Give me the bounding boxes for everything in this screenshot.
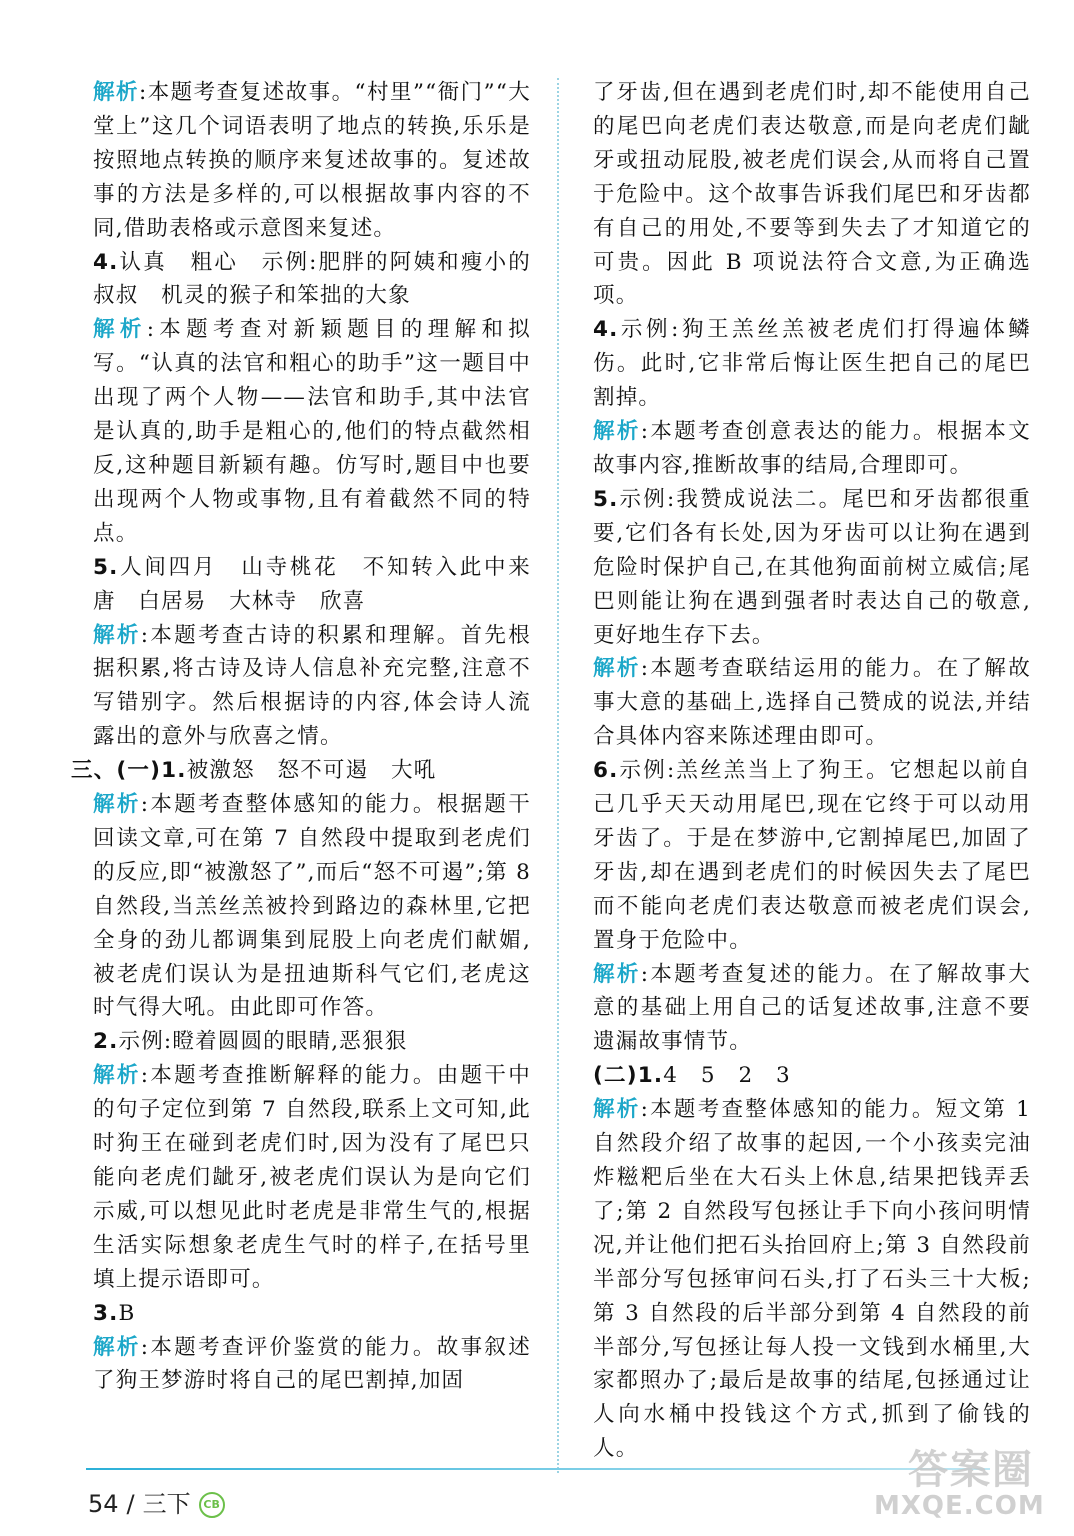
edition-badge-icon: CB bbox=[199, 1492, 225, 1518]
question-number: 5. bbox=[593, 486, 619, 512]
question-number: 5. bbox=[93, 554, 119, 580]
answer-paragraph bbox=[593, 313, 1031, 415]
paragraph-text: :本题考查整体感知的能力。短文第 1 自然段介绍了故事的起因,一个小孩卖完油炸糍粑后坐在大石头上休息,结果把钱弄丢了;第 2 自然段写包拯让手下向小孩问明情况,并让他们把石头抬回府上;第 3 自然段前半部分写包拯审问石头,打了石头三十大板;第 3 自然段的后半部分到第 4 自然段的前半部分,写包拯让每人投一文钱到水桶里,大家都照办了;最后是故事的结尾,包拯通过让人向水桶中投钱这个方式,抓到了偷钱的人。 bbox=[593, 1097, 1032, 1462]
answer-paragraph bbox=[93, 246, 531, 314]
paragraph-text: 人间四月 山寺桃花 不知转入此中来 唐 白居易 大林寺 欣喜 bbox=[93, 554, 554, 614]
analysis-label: 解析 bbox=[593, 419, 641, 445]
paragraph-text: :本题考查对新颖题目的理解和拟写。“认真的法官和粗心的助手”这一题目中出现了两个人物——法官和助手,其中法官是认真的,助手是粗心的,他们的特点截然相反,这种题目新颖有趣。仿写时,题目中也要出现两个人物或事物,且有着截然不同的特点。 bbox=[93, 317, 531, 546]
right-column bbox=[593, 76, 1031, 1466]
section-answer-paragraph bbox=[593, 1059, 1031, 1093]
analysis-paragraph bbox=[593, 652, 1031, 754]
analysis-paragraph bbox=[93, 619, 531, 755]
column-divider bbox=[557, 78, 559, 1473]
answer-paragraph bbox=[93, 1297, 531, 1331]
analysis-paragraph bbox=[593, 1093, 1031, 1466]
paragraph-text: :本题考查联结运用的能力。在了解故事大意的基础上,选择自己赞成的说法,并结合具体内容来陈述理由即可。 bbox=[593, 656, 1031, 750]
paragraph-text: :本题考查整体感知的能力。根据题干回读文章,可在第 7 自然段中提取到老虎们的反应,即“被激怒了”,而后“怒不可遏”;第 8 自然段,当羔丝羔被拎到路边的森林里,它把全身的劲儿都调集到屁股上向老虎们献媚,被老虎们误认为是扭迪斯科气它们,老虎这时气得大吼。由此即可作答。 bbox=[93, 792, 531, 1021]
paragraph-text: 4 5 2 3 bbox=[663, 1063, 791, 1089]
watermark-url: MXQE.COM bbox=[874, 1491, 1045, 1521]
grade-label: 三下 bbox=[142, 1490, 191, 1518]
section-answer-paragraph bbox=[71, 754, 531, 788]
analysis-label: 解析 bbox=[93, 1063, 141, 1089]
question-number: 4. bbox=[593, 317, 619, 343]
paragraph-text: 示例:羔丝羔当上了狗王。它想起以前自己几乎天天动用尾巴,现在它终于可以动用牙齿了。于是在梦游中,它割掉尾巴,加固了牙齿,却在遇到老虎们的时候因失去了尾巴而不能向老虎们表达敬意而被老虎们误会,置身于危险中。 bbox=[593, 758, 1031, 953]
paragraph-text: :本题考查复述的能力。在了解故事大意的基础上用自己的话复述故事,注意不要遗漏故事情节。 bbox=[593, 961, 1031, 1055]
footer-rule bbox=[86, 1468, 990, 1470]
analysis-paragraph bbox=[93, 1331, 531, 1399]
answer-paragraph bbox=[593, 754, 1031, 957]
analysis-label: 解析 bbox=[93, 622, 141, 648]
paragraph-text: 认真 粗心 示例:肥胖的阿姨和瘦小的叔叔 机灵的猴子和笨拙的大象 bbox=[93, 249, 531, 309]
answer-paragraph bbox=[93, 551, 554, 619]
paragraph-text: :本题考查古诗的积累和理解。首先根据积累,将古诗及诗人信息补充完整,注意不写错别字。然后根据诗的内容,体会诗人流露出的意外与欣喜之情。 bbox=[93, 622, 531, 750]
answer-paragraph bbox=[93, 1025, 531, 1059]
analysis-paragraph bbox=[593, 958, 1031, 1060]
continued-paragraph bbox=[593, 76, 1031, 313]
section-heading: (二)1. bbox=[593, 1063, 664, 1089]
paragraph-text: :本题考查评价鉴赏的能力。故事叙述了狗王梦游时将自己的尾巴割掉,加固 bbox=[93, 1334, 531, 1394]
question-number: 3. bbox=[93, 1300, 119, 1326]
analysis-paragraph bbox=[593, 415, 1031, 483]
analysis-label: 解析 bbox=[93, 317, 147, 343]
footer bbox=[88, 1484, 225, 1519]
left-column bbox=[71, 76, 554, 1398]
analysis-paragraph bbox=[93, 788, 531, 1025]
analysis-paragraph bbox=[93, 76, 531, 246]
paragraph-text: :本题考查创意表达的能力。根据本文故事内容,推断故事的结局,合理即可。 bbox=[593, 419, 1031, 478]
footer-slash: / bbox=[126, 1490, 135, 1518]
paragraph-text: 了牙齿,但在遇到老虎们时,却不能使用自己的尾巴向老虎们表达敬意,而是向老虎们龇牙或扭动屁股,被老虎们误会,从而将自己置于危险中。这个故事告诉我们尾巴和牙齿都有自己的用处,不要等到失去了才知道它的可贵。因此 B 项说法符合文意,为正确选项。 bbox=[593, 80, 1031, 309]
paragraph-text: B bbox=[118, 1300, 136, 1326]
analysis-label: 解析 bbox=[593, 656, 641, 682]
section-heading: 三、(一)1. bbox=[71, 758, 187, 784]
question-number: 2. bbox=[93, 1029, 119, 1055]
paragraph-text: 示例:瞪着圆圆的眼睛,恶狠狠 bbox=[118, 1029, 408, 1055]
analysis-label: 解析 bbox=[93, 792, 141, 818]
paragraph-text: :本题考查推断解释的能力。由题干中的句子定位到第 7 自然段,联系上文可知,此时狗王在碰到老虎们时,因为没有了尾巴只能向老虎们龇牙,被老虎们误认为是向它们示威,可以想见此时老虎是非常生气的,根据生活实际想象老虎生气时的样子,在括号里填上提示语即可。 bbox=[93, 1063, 531, 1292]
analysis-label: 解析 bbox=[593, 961, 641, 987]
question-number: 4. bbox=[93, 249, 119, 275]
analysis-paragraph bbox=[93, 1059, 531, 1296]
analysis-paragraph bbox=[93, 313, 531, 550]
watermark-title: 答案圈 bbox=[908, 1447, 1034, 1493]
analysis-label: 解析 bbox=[93, 80, 139, 105]
paragraph-text: 被激怒 怒不可遏 大吼 bbox=[186, 758, 437, 784]
paragraph-text: 示例:我赞成说法二。尾巴和牙齿都很重要,它们各有长处,因为牙齿可以让狗在遇到危险时保护自己,在其他狗面前树立威信;尾巴则能让狗在遇到强者时表达自己的敬意,更好地生存下去。 bbox=[593, 486, 1031, 648]
analysis-label: 解析 bbox=[93, 1334, 141, 1360]
paragraph-text: :本题考查复述故事。“村里”“衙门”“大堂上”这几个词语表明了地点的转换,乐乐是按照地点转换的顺序来复述故事的。复述故事的方法是多样的,可以根据故事内容的不同,借助表格或示意图来复述。 bbox=[93, 80, 531, 241]
paragraph-text: 示例:狗王羔丝羔被老虎们打得遍体鳞伤。此时,它非常后悔让医生把自己的尾巴割掉。 bbox=[593, 317, 1031, 411]
page-number: 54 bbox=[88, 1490, 119, 1518]
question-number: 6. bbox=[593, 758, 619, 784]
watermark bbox=[874, 1447, 1045, 1524]
analysis-label: 解析 bbox=[593, 1097, 641, 1123]
answer-paragraph bbox=[593, 483, 1031, 653]
